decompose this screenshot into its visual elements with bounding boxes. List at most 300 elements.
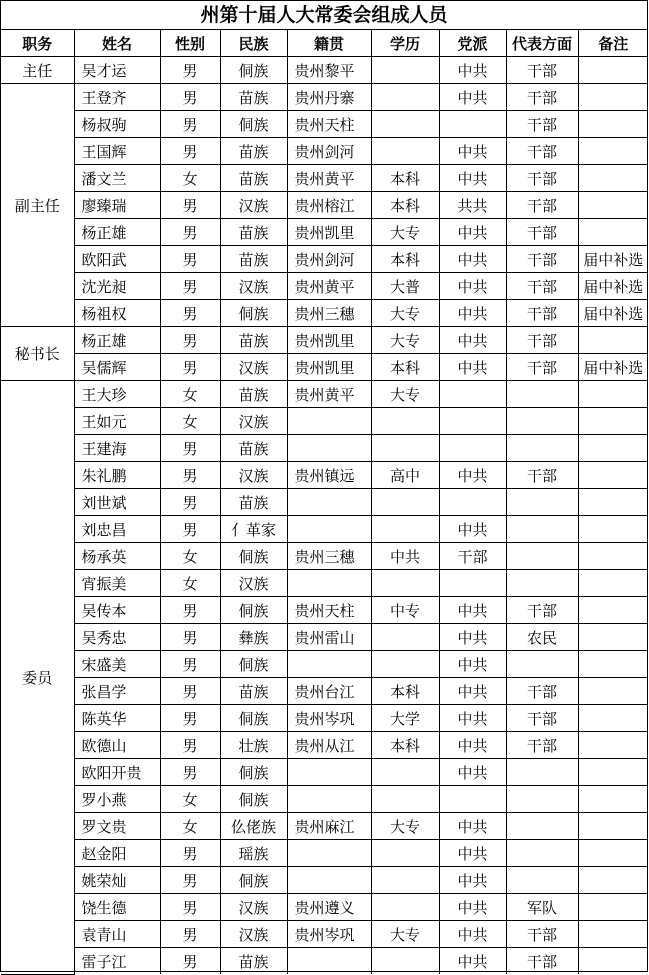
cell-name: 饶生德	[74, 894, 160, 921]
cell-party: 中共	[439, 84, 506, 111]
table-row	[1, 894, 648, 921]
cell-hometown: 贵州丹寨	[287, 84, 371, 111]
cell-hometown: 贵州榕江	[287, 192, 371, 219]
cell-sector: 干部	[506, 678, 578, 705]
cell-sector	[506, 651, 578, 678]
cell-gender: 女	[160, 381, 220, 408]
cell-gender: 女	[160, 813, 220, 840]
cell-position: 委员	[1, 381, 74, 975]
cell-hometown: 贵州黎平	[287, 57, 371, 84]
cell-ethnicity: 苗族	[220, 219, 287, 246]
table-row	[1, 300, 648, 327]
cell-gender: 男	[160, 516, 220, 543]
cell-name: 沈光昶	[74, 273, 160, 300]
cell-education: 大专	[371, 921, 439, 948]
cell-party: 中共	[439, 948, 506, 975]
cell-note	[578, 192, 648, 219]
cell-ethnicity: 苗族	[220, 327, 287, 354]
cell-note	[578, 435, 648, 462]
table-row	[1, 732, 648, 759]
cell-hometown: 贵州剑河	[287, 138, 371, 165]
cell-hometown	[287, 786, 371, 813]
cell-education: 中共	[371, 543, 439, 570]
cell-ethnicity: 侗族	[220, 651, 287, 678]
sheet-title: 州第十届人大常委会组成人员	[1, 1, 647, 30]
cell-sector: 干部	[506, 462, 578, 489]
cell-gender: 男	[160, 651, 220, 678]
cell-gender: 男	[160, 300, 220, 327]
cell-party: 中共	[439, 678, 506, 705]
cell-ethnicity: 苗族	[220, 489, 287, 516]
cell-ethnicity: 侗族	[220, 57, 287, 84]
cell-hometown: 贵州黄平	[287, 165, 371, 192]
table-row	[1, 165, 648, 192]
cell-note	[578, 894, 648, 921]
table-row	[1, 867, 648, 894]
cell-sector: 干部	[506, 246, 578, 273]
cell-gender: 男	[160, 705, 220, 732]
cell-name: 王国辉	[74, 138, 160, 165]
cell-name: 王登齐	[74, 84, 160, 111]
cell-sector	[506, 543, 578, 570]
table-row	[1, 678, 648, 705]
cell-party: 中共	[439, 624, 506, 651]
cell-hometown: 贵州岑巩	[287, 921, 371, 948]
cell-hometown: 贵州三穗	[287, 300, 371, 327]
cell-note	[578, 462, 648, 489]
cell-gender: 男	[160, 867, 220, 894]
cell-sector: 干部	[506, 705, 578, 732]
cell-note	[578, 624, 648, 651]
cell-name: 吴传本	[74, 597, 160, 624]
cell-education	[371, 840, 439, 867]
cell-note	[578, 570, 648, 597]
cell-party: 中共	[439, 327, 506, 354]
table-row	[1, 57, 648, 84]
cell-gender: 女	[160, 165, 220, 192]
cell-sector: 干部	[506, 354, 578, 381]
cell-gender: 男	[160, 462, 220, 489]
cell-note	[578, 165, 648, 192]
cell-ethnicity: 侗族	[220, 111, 287, 138]
cell-note	[578, 921, 648, 948]
cell-ethnicity: 苗族	[220, 165, 287, 192]
cell-education	[371, 57, 439, 84]
table-row	[1, 354, 648, 381]
cell-gender: 男	[160, 489, 220, 516]
cell-gender: 男	[160, 138, 220, 165]
cell-sector	[506, 840, 578, 867]
cell-education: 本科	[371, 165, 439, 192]
table-row	[1, 435, 648, 462]
cell-gender: 男	[160, 678, 220, 705]
cell-sector	[506, 813, 578, 840]
cell-note	[578, 138, 648, 165]
cell-hometown: 贵州凯里	[287, 219, 371, 246]
table-row	[1, 219, 648, 246]
cell-note	[578, 813, 648, 840]
table-row	[1, 192, 648, 219]
cell-name: 欧德山	[74, 732, 160, 759]
cell-note: 届中补选	[578, 273, 648, 300]
cell-name: 吴才运	[74, 57, 160, 84]
cell-ethnicity: 汉族	[220, 921, 287, 948]
cell-ethnicity: 侗族	[220, 786, 287, 813]
cell-gender: 男	[160, 921, 220, 948]
cell-ethnicity: 仫佬族	[220, 813, 287, 840]
cell-ethnicity: 侗族	[220, 759, 287, 786]
cell-hometown: 贵州天柱	[287, 597, 371, 624]
cell-education: 大普	[371, 273, 439, 300]
cell-note	[578, 732, 648, 759]
cell-party	[439, 111, 506, 138]
cell-gender: 女	[160, 570, 220, 597]
cell-gender: 男	[160, 354, 220, 381]
cell-education: 大专	[371, 381, 439, 408]
cell-party: 中共	[439, 516, 506, 543]
cell-position: 副主任	[1, 84, 74, 327]
cell-ethnicity: 侗族	[220, 705, 287, 732]
cell-education: 本科	[371, 678, 439, 705]
table-row	[1, 840, 648, 867]
cell-name: 宋盛美	[74, 651, 160, 678]
cell-gender: 女	[160, 786, 220, 813]
cell-note	[578, 219, 648, 246]
cell-note	[578, 678, 648, 705]
cell-name: 刘忠昌	[74, 516, 160, 543]
table-row	[1, 786, 648, 813]
cell-ethnicity: 苗族	[220, 678, 287, 705]
cell-party: 中共	[439, 273, 506, 300]
cell-name: 王如元	[74, 408, 160, 435]
cell-note: 届中补选	[578, 246, 648, 273]
cell-education: 大专	[371, 219, 439, 246]
cell-education	[371, 84, 439, 111]
cell-party: 中共	[439, 705, 506, 732]
header-education: 学历	[371, 30, 439, 57]
cell-hometown: 贵州黄平	[287, 381, 371, 408]
cell-hometown	[287, 570, 371, 597]
cell-name: 姚荣灿	[74, 867, 160, 894]
cell-name: 刘世斌	[74, 489, 160, 516]
cell-ethnicity: 汉族	[220, 273, 287, 300]
cell-sector: 干部	[506, 84, 578, 111]
cell-hometown: 贵州凯里	[287, 327, 371, 354]
cell-ethnicity: 苗族	[220, 84, 287, 111]
cell-education: 本科	[371, 732, 439, 759]
cell-party: 中共	[439, 597, 506, 624]
cell-sector: 干部	[506, 921, 578, 948]
cell-sector: 农民	[506, 624, 578, 651]
cell-note	[578, 948, 648, 975]
cell-name: 杨正雄	[74, 219, 160, 246]
cell-gender: 男	[160, 84, 220, 111]
table-row	[1, 111, 648, 138]
cell-gender: 男	[160, 894, 220, 921]
cell-hometown: 贵州天柱	[287, 111, 371, 138]
cell-hometown	[287, 759, 371, 786]
cell-name: 陈英华	[74, 705, 160, 732]
cell-hometown: 贵州遵义	[287, 894, 371, 921]
cell-note: 届中补选	[578, 300, 648, 327]
cell-hometown	[287, 435, 371, 462]
cell-party: 中共	[439, 165, 506, 192]
cell-gender: 女	[160, 408, 220, 435]
cell-party: 中共	[439, 57, 506, 84]
cell-sector	[506, 489, 578, 516]
cell-sector	[506, 516, 578, 543]
cell-note	[578, 57, 648, 84]
cell-hometown: 贵州台江	[287, 678, 371, 705]
table-row	[1, 327, 648, 354]
header-ethnicity: 民族	[220, 30, 287, 57]
cell-gender: 男	[160, 219, 220, 246]
cell-note	[578, 489, 648, 516]
cell-hometown: 贵州雷山	[287, 624, 371, 651]
cell-party: 中共	[439, 651, 506, 678]
cell-note	[578, 327, 648, 354]
header-position: 职务	[1, 30, 74, 57]
cell-education	[371, 408, 439, 435]
cell-note	[578, 867, 648, 894]
cell-note	[578, 408, 648, 435]
cell-hometown	[287, 489, 371, 516]
cell-hometown	[287, 408, 371, 435]
cell-sector: 干部	[506, 219, 578, 246]
cell-party: 共共	[439, 192, 506, 219]
cell-sector: 干部	[506, 732, 578, 759]
cell-hometown: 贵州从江	[287, 732, 371, 759]
cell-ethnicity: 侗族	[220, 300, 287, 327]
cell-gender: 男	[160, 192, 220, 219]
cell-ethnicity: 苗族	[220, 138, 287, 165]
header-party: 党派	[439, 30, 506, 57]
cell-education	[371, 759, 439, 786]
cell-education	[371, 894, 439, 921]
cell-hometown: 贵州黄平	[287, 273, 371, 300]
cell-position: 主任	[1, 57, 74, 84]
cell-sector: 干部	[506, 327, 578, 354]
cell-education	[371, 138, 439, 165]
cell-gender: 男	[160, 111, 220, 138]
cell-name: 杨叔驹	[74, 111, 160, 138]
cell-note	[578, 543, 648, 570]
cell-ethnicity: 苗族	[220, 381, 287, 408]
cell-sector: 干部	[506, 138, 578, 165]
cell-sector: 干部	[506, 948, 578, 975]
cell-name: 欧阳开贵	[74, 759, 160, 786]
cell-hometown	[287, 840, 371, 867]
cell-sector	[506, 381, 578, 408]
cell-name: 罗小燕	[74, 786, 160, 813]
cell-sector: 干部	[506, 165, 578, 192]
cell-name: 廖臻瑞	[74, 192, 160, 219]
cell-ethnicity: 汉族	[220, 462, 287, 489]
cell-name: 袁青山	[74, 921, 160, 948]
cell-ethnicity: 汉族	[220, 408, 287, 435]
cell-hometown: 贵州岑巩	[287, 705, 371, 732]
cell-education	[371, 786, 439, 813]
table-row	[1, 624, 648, 651]
header-gender: 性别	[160, 30, 220, 57]
cell-party	[439, 408, 506, 435]
cell-gender: 女	[160, 543, 220, 570]
cell-education: 高中	[371, 462, 439, 489]
cell-hometown: 贵州麻江	[287, 813, 371, 840]
cell-education	[371, 516, 439, 543]
table-row	[1, 408, 648, 435]
cell-hometown	[287, 948, 371, 975]
cell-party: 中共	[439, 867, 506, 894]
cell-party: 中共	[439, 840, 506, 867]
cell-gender: 男	[160, 948, 220, 975]
cell-ethnicity: 瑶族	[220, 840, 287, 867]
cell-note: 届中补选	[578, 354, 648, 381]
cell-name: 宵振美	[74, 570, 160, 597]
cell-party: 中共	[439, 462, 506, 489]
cell-ethnicity: 汉族	[220, 894, 287, 921]
table-row	[1, 516, 648, 543]
cell-education	[371, 489, 439, 516]
cell-sector: 干部	[506, 300, 578, 327]
cell-party	[439, 435, 506, 462]
cell-party: 中共	[439, 894, 506, 921]
cell-hometown: 贵州镇远	[287, 462, 371, 489]
table-row	[1, 273, 648, 300]
cell-name: 罗文贵	[74, 813, 160, 840]
table-row	[1, 651, 648, 678]
cell-education: 大专	[371, 300, 439, 327]
cell-note	[578, 651, 648, 678]
cell-ethnicity: 汉族	[220, 192, 287, 219]
cell-hometown	[287, 516, 371, 543]
cell-ethnicity: 苗族	[220, 246, 287, 273]
cell-education: 中专	[371, 597, 439, 624]
cell-note	[578, 705, 648, 732]
cell-name: 吴儒辉	[74, 354, 160, 381]
cell-party: 中共	[439, 219, 506, 246]
header-row	[1, 30, 648, 57]
cell-party: 中共	[439, 732, 506, 759]
cell-sector	[506, 759, 578, 786]
cell-sector	[506, 867, 578, 894]
cell-hometown	[287, 867, 371, 894]
cell-note	[578, 84, 648, 111]
header-note: 备注	[578, 30, 648, 57]
cell-education	[371, 867, 439, 894]
cell-education: 本科	[371, 354, 439, 381]
cell-name: 欧阳武	[74, 246, 160, 273]
cell-gender: 男	[160, 435, 220, 462]
cell-name: 吴秀忠	[74, 624, 160, 651]
cell-ethnicity: 苗族	[220, 948, 287, 975]
cell-party: 中共	[439, 138, 506, 165]
table-row	[1, 543, 648, 570]
cell-sector: 军队	[506, 894, 578, 921]
table-row	[1, 759, 648, 786]
cell-name: 朱礼鹏	[74, 462, 160, 489]
cell-party	[439, 786, 506, 813]
table-row	[1, 813, 648, 840]
cell-education: 本科	[371, 246, 439, 273]
cell-gender: 男	[160, 57, 220, 84]
cell-sector: 干部	[506, 597, 578, 624]
cell-hometown	[287, 651, 371, 678]
cell-ethnicity: 汉族	[220, 570, 287, 597]
table-row	[1, 381, 648, 408]
cell-note	[578, 381, 648, 408]
cell-ethnicity: 侗族	[220, 597, 287, 624]
cell-name: 杨祖权	[74, 300, 160, 327]
cell-party: 中共	[439, 354, 506, 381]
cell-education	[371, 570, 439, 597]
cell-name: 杨正雄	[74, 327, 160, 354]
cell-sector	[506, 570, 578, 597]
cell-ethnicity: 壮族	[220, 732, 287, 759]
cell-note	[578, 111, 648, 138]
cell-education	[371, 948, 439, 975]
table-row	[1, 597, 648, 624]
cell-gender: 男	[160, 597, 220, 624]
cell-gender: 男	[160, 624, 220, 651]
table-row	[1, 705, 648, 732]
cell-party: 中共	[439, 813, 506, 840]
cell-ethnicity: 汉族	[220, 354, 287, 381]
cell-gender: 男	[160, 273, 220, 300]
cell-party	[439, 570, 506, 597]
table-row	[1, 489, 648, 516]
cell-party: 干部	[439, 543, 506, 570]
cell-education: 大学	[371, 705, 439, 732]
cell-education	[371, 435, 439, 462]
cell-education	[371, 111, 439, 138]
cell-name: 雷子江	[74, 948, 160, 975]
cell-sector: 干部	[506, 57, 578, 84]
cell-name: 赵金阳	[74, 840, 160, 867]
header-name: 姓名	[74, 30, 160, 57]
cell-ethnicity: 彝族	[220, 624, 287, 651]
roster-table	[1, 30, 648, 975]
roster-body	[1, 57, 648, 975]
table-row	[1, 246, 648, 273]
cell-education: 大专	[371, 813, 439, 840]
cell-education	[371, 651, 439, 678]
cell-sector: 干部	[506, 192, 578, 219]
cell-sector	[506, 435, 578, 462]
cell-ethnicity: 侗族	[220, 543, 287, 570]
cell-education: 本科	[371, 192, 439, 219]
cell-sector	[506, 408, 578, 435]
cell-note	[578, 840, 648, 867]
cell-gender: 男	[160, 246, 220, 273]
cell-gender: 男	[160, 327, 220, 354]
cell-name: 张昌学	[74, 678, 160, 705]
cell-note	[578, 759, 648, 786]
cell-name: 王建海	[74, 435, 160, 462]
cell-party: 中共	[439, 759, 506, 786]
cell-name: 杨承英	[74, 543, 160, 570]
cell-note	[578, 516, 648, 543]
cell-name: 潘文兰	[74, 165, 160, 192]
cell-sector	[506, 786, 578, 813]
cell-party: 中共	[439, 246, 506, 273]
cell-sector: 干部	[506, 273, 578, 300]
table-row	[1, 921, 648, 948]
table-row	[1, 84, 648, 111]
cell-hometown: 贵州凯里	[287, 354, 371, 381]
cell-position: 秘书长	[1, 327, 74, 381]
cell-note	[578, 597, 648, 624]
